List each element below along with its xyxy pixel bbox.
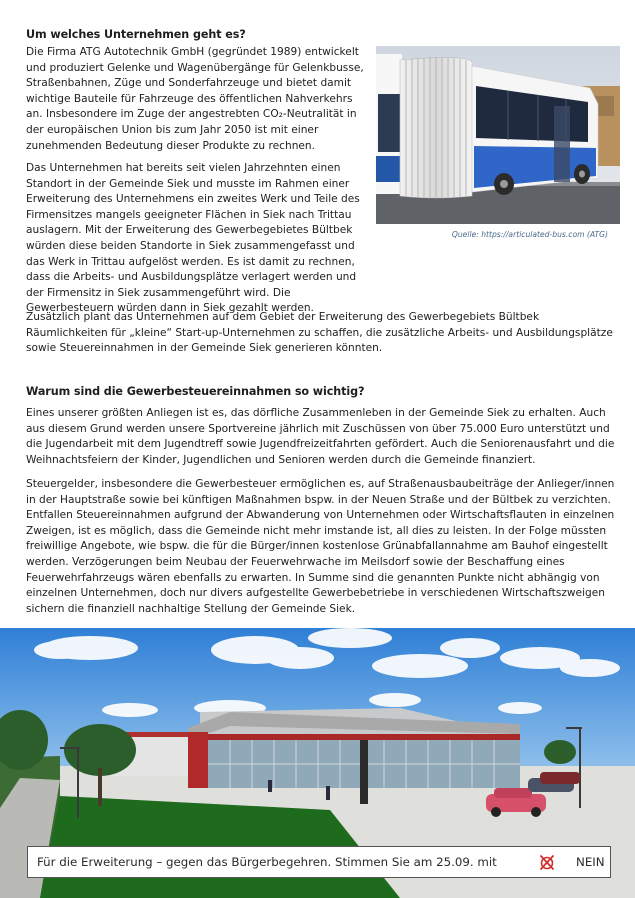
image-source-caption: Quelle: https://articulated-bus.com (ATG) [451,230,608,239]
company-location-paragraph: Das Unternehmen hat bereits seit vielen Jahrzehnten einen Standort in der Gemeinde Siek und musste im Rahmen einer Erweiterung des Unternehmens ein zweites Werk und Teile des Firmensitzes mangels geeigneter Flächen in Siek nach Trittau auslagern. Mit der Erweiterung des Gewerbegebietes Bültbek würden diese beiden Standorte in Siek zusammengefasst und das Werk in Trittau aufgelöst werden. Es ist damit zu rechnen, dass die Arbeits- und Ausbildungsplätze verlagert werden und der Firmensitz in Siek zusammengeführt wird. Die Gewerbesteuern würden dann in Siek gezahlt werden. [26,162,360,315]
articulated-bus-photo [376,46,620,224]
company-location-paragraph-lead [26,161,366,317]
banner-text: Für die Erweiterung – gegen das Bürgerbegehren. Stimmen Sie am 25.09. mit [37,855,497,869]
section-heading-company: Um welches Unternehmen geht es? [26,28,246,41]
community-support-paragraph: Eines unserer größten Anliegen ist es, das dörfliche Zusammenleben in der Gemeinde Siek zu erhalten. Auch aus diesem Grund werden unsere Sportvereine jährlich mit Zuschüssen von über 75.000 Euro unterstützt und die Jugendarbeit mit dem Jugendtreff sowie Jugendfreizeitfahrten gefördert. Auch die Seniorenausfahrt und die Weihnachtsfeiern der Kinder, Jugendlichen und Senioren werden durch die Gemeinde finanziert. [26,407,615,466]
no-vote-label: NEIN [576,855,605,869]
vote-banner [27,846,611,878]
crossed-circle-icon [538,853,556,871]
startup-plans-paragraph: Zusätzlich plant das Unternehmen auf dem Gebiet der Erweiterung des Gewerbegebiets Bültbek Räumlichkeiten für „kleine“ Start-up-Unternehmen zu schaffen, die zusätzliche Arbeits- und Ausbildungsplätze sowie Steuereinnahmen in der Gemeinde Siek generieren könnten. [26,311,613,355]
company-intro-paragraph: Die Firma ATG Autotechnik GmbH (gegründet 1989) entwickelt und produziert Gelenke und Wagenübergänge für Gelenkbusse, Straßenbahnen, Züge und Sonderfahrzeuge und bietet damit wichtige Bauteile für Fahrzeuge des öffentlichen Nahverkehrs an. Insbesondere im Zuge der angestrebten CO₂-Neutralität in der europäischen Union bis zum Jahr 2050 ist mit einer zunehmenden Bedeutung dieser Produkte zu rechnen. [26,46,364,152]
section-heading-tax: Warum sind die Gewerbesteuereinnahmen so wichtig? [26,385,365,398]
tax-consequences-paragraph: Steuergelder, insbesondere die Gewerbesteuer ermöglichen es, auf Straßenausbaubeiträge der Anlieger/innen in der Hauptstraße sowie bei künftigen Maßnahmen bspw. in der Neuen Straße und der Bültbek zu verzichten. Entfallen Steuereinnahmen aufgrund der Abwanderung von Unternehmen oder Wirtschaftsflauten in einzelnen Zweigen, ist es möglich, dass die Gemeinde nicht mehr imstande ist, all dies zu leisten. In der Folge müssten freiwillige Angebote, wie bspw. die für die Bürger/innen kostenlose Grünabfallannahme am Bauhof eingestellt werden. Verzögerungen beim Neubau der Feuerwehrwache im Meilsdorf sowie der Beschaffung eines Feuerwehrfahrzeugs wären ebenfalls zu erwarten. In Summe sind die genannten Punkte nicht abhängig von einzelnen Unternehmen, doch nur divers aufgestellte Gewerbebetriebe in verschiedenen Wirtschaftszweigen sichern die finanziell nachhaltige Stellung der Gemeinde Siek. [26,478,615,615]
